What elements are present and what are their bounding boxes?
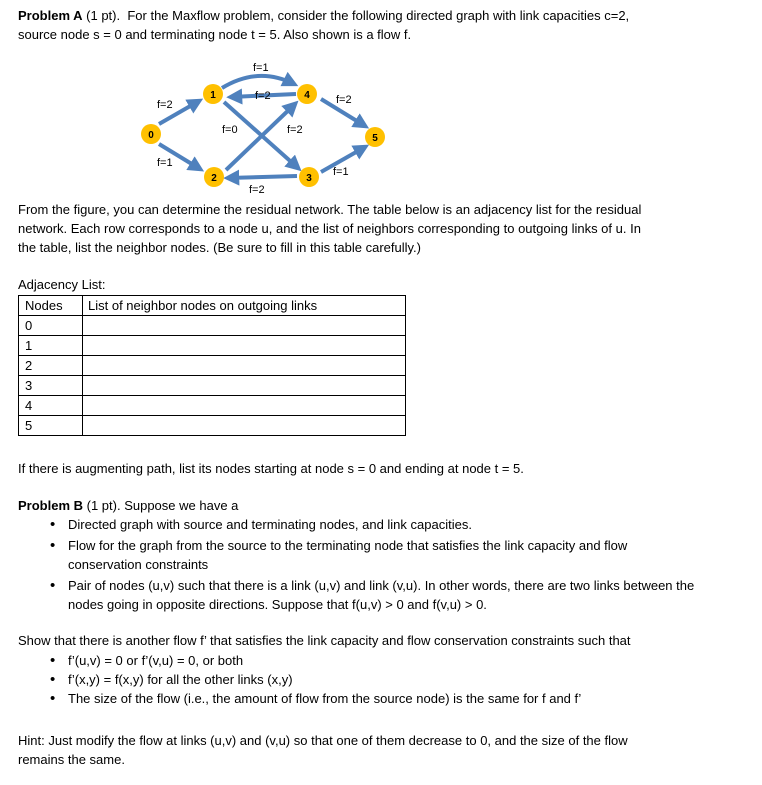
problem-a-intro-line2: source node s = 0 and terminating node t = 5. Also shown is a flow f.	[18, 27, 412, 42]
row-neighbors-cell[interactable]	[83, 336, 406, 356]
edge-label-3-2: f=2	[249, 184, 265, 196]
table-header-row	[19, 296, 406, 316]
row-neighbors-cell[interactable]	[83, 316, 406, 336]
node-label-4: 4	[304, 90, 310, 101]
adjacency-caption: Adjacency List:	[18, 277, 106, 292]
bullet-1-line1: Directed graph with source and terminating nodes, and link capacities.	[68, 517, 472, 532]
edge-label-3-5: f=1	[333, 166, 349, 178]
list-item	[18, 576, 748, 614]
row-node: 1	[19, 336, 83, 356]
augmenting-path-question: If there is augmenting path, list its nodes starting at node s = 0 and ending at node t = 5.	[18, 461, 524, 476]
table-row	[19, 396, 406, 416]
edge-label-1-4: f=1	[253, 62, 269, 74]
node-label-3: 3	[306, 173, 312, 184]
node-label-1: 1	[210, 90, 216, 101]
edge-label-0-2: f=1	[157, 157, 173, 169]
row-neighbors-cell[interactable]	[83, 376, 406, 396]
node-label-0: 0	[148, 130, 154, 141]
problem-b-intro	[18, 496, 238, 516]
problem-b-points: (1 pt). Suppose we have a	[83, 498, 239, 513]
row-node: 3	[19, 376, 83, 396]
flow-network-graph	[0, 0, 762, 200]
table-row	[19, 356, 406, 376]
list-item: • f’(u,v) = 0 or f’(v,u) = 0, or both	[18, 651, 748, 670]
edge-label-2-4: f=0	[222, 124, 238, 136]
residual-para-line3: the table, list the neighbor nodes. (Be sure to fill in this table carefully.)	[18, 240, 421, 255]
node-label-2: 2	[211, 173, 217, 184]
list-item: • f’(x,y) = f(x,y) for all the other links (x,y)	[18, 670, 748, 689]
edge-3-2	[228, 176, 297, 178]
problem-a-points: (1 pt).	[82, 8, 121, 23]
edge-label-1-3: f=2	[287, 124, 303, 136]
list-item: • The size of the flow (i.e., the amount of flow from the source node) is the same for f and f’	[18, 689, 748, 708]
node-label-5: 5	[372, 133, 378, 144]
bullet-2-line2: conservation constraints	[68, 557, 209, 572]
hint-line2: remains the same.	[18, 752, 125, 767]
residual-para-line1: From the figure, you can determine the residual network. The table below is an adjacency list for the residual	[18, 202, 642, 217]
residual-para-line2: network. Each row corresponds to a node u, and the list of neighbors corresponding to outgoing links of u. In	[18, 221, 641, 236]
problem-b-title: Problem B	[18, 498, 84, 513]
row-node: 5	[19, 416, 83, 436]
row-node: 0	[19, 316, 83, 336]
row-neighbors-cell[interactable]	[83, 356, 406, 376]
edge-1-4	[222, 76, 294, 88]
list-item	[18, 515, 748, 534]
problem-b-bullets	[18, 515, 748, 614]
show-line: Show that there is another flow f’ that satisfies the link capacity and flow conservation constraints such that	[18, 633, 631, 648]
table-row	[19, 316, 406, 336]
bullet-3-line1: Pair of nodes (u,v) such that there is a link (u,v) and link (v,u). In other words, there are two links between the	[68, 578, 695, 593]
problem-a-title: Problem A	[18, 8, 83, 23]
edge-label-4-1: f=2	[255, 90, 271, 102]
table-row	[19, 376, 406, 396]
bullet-3-line2: nodes going in opposite directions. Suppose that f(u,v) > 0 and f(v,u) > 0.	[68, 597, 487, 612]
table-row	[19, 416, 406, 436]
adjacency-table	[18, 295, 406, 436]
table-row	[19, 336, 406, 356]
edge-label-4-5: f=2	[336, 94, 352, 106]
row-neighbors-cell[interactable]	[83, 416, 406, 436]
problem-a-intro-line1: For the Maxflow problem, consider the following directed graph with link capacities c=2,	[127, 8, 630, 23]
header-nodes: Nodes	[19, 296, 83, 316]
row-node: 4	[19, 396, 83, 416]
list-item	[18, 536, 748, 574]
show-bullets	[18, 651, 748, 708]
header-neighbors: List of neighbor nodes on outgoing links	[83, 296, 406, 316]
row-node: 2	[19, 356, 83, 376]
bullet-2-line1: Flow for the graph from the source to the terminating node that satisfies the link capacity and flow	[68, 538, 628, 553]
hint-line1: Hint: Just modify the flow at links (u,v) and (v,u) so that one of them decrease to 0, and the size of the flow	[18, 733, 628, 748]
edge-label-0-1: f=2	[157, 99, 173, 111]
row-neighbors-cell[interactable]	[83, 396, 406, 416]
